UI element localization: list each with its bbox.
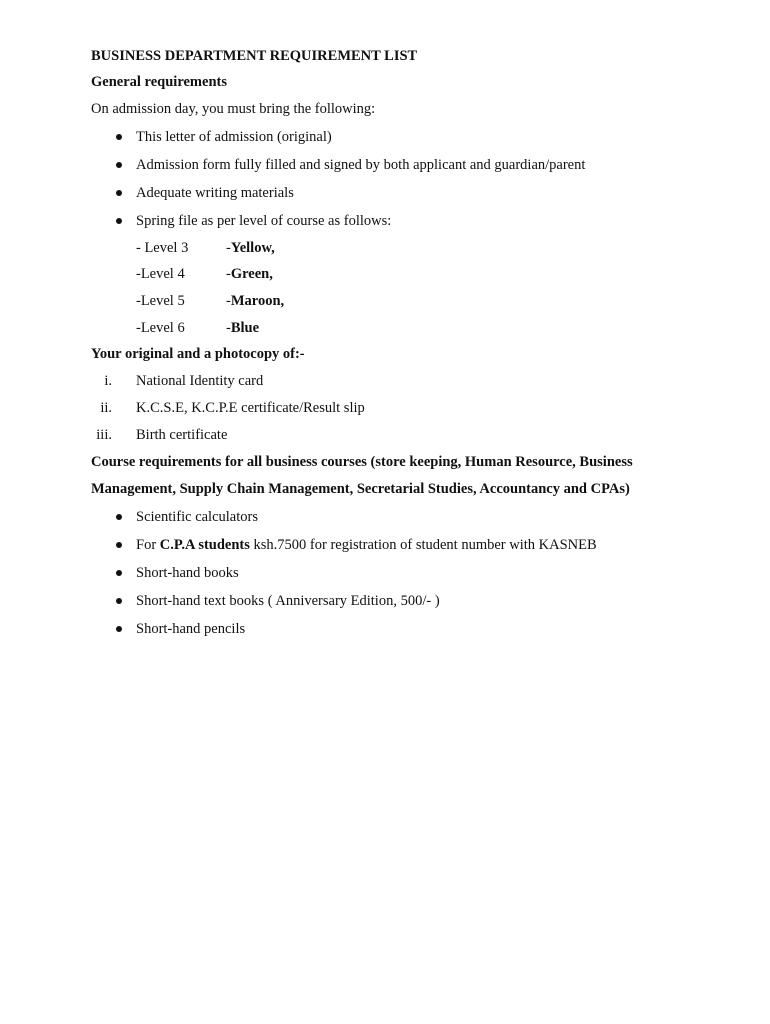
bullet-icon bbox=[116, 134, 122, 140]
bullet-icon bbox=[116, 570, 122, 576]
level-color: -Yellow, bbox=[226, 240, 275, 256]
general-requirements-heading: General requirements bbox=[91, 74, 227, 90]
course-item-cpa: For C.P.A students ksh.7500 for registration of student number with KASNEB bbox=[136, 537, 597, 553]
bullet-icon bbox=[116, 218, 122, 224]
course-item: Short-hand books bbox=[136, 565, 239, 581]
level-color: -Green, bbox=[226, 266, 273, 282]
course-item: Scientific calculators bbox=[136, 509, 258, 525]
bullet-icon bbox=[116, 514, 122, 520]
bullet-icon bbox=[116, 162, 122, 168]
bullet-icon bbox=[116, 542, 122, 548]
document-item: Birth certificate bbox=[136, 427, 228, 443]
course-requirements-heading-continued: Management, Supply Chain Management, Secretarial Studies, Accountancy and CPAs) bbox=[91, 481, 630, 497]
level-label: - Level 3 bbox=[136, 240, 189, 256]
course-item: Short-hand pencils bbox=[136, 621, 246, 637]
general-item: Admission form fully filled and signed by both applicant and guardian/parent bbox=[136, 157, 586, 173]
document-title: BUSINESS DEPARTMENT REQUIREMENT LIST bbox=[91, 48, 418, 64]
intro-text: On admission day, you must bring the following: bbox=[91, 101, 376, 117]
course-item: Short-hand text books ( Anniversary Edition, 500/- ) bbox=[136, 593, 440, 609]
level-label: -Level 5 bbox=[136, 293, 185, 309]
list-numeral: ii. bbox=[100, 400, 112, 416]
level-label: -Level 6 bbox=[136, 320, 185, 336]
level-color: -Blue bbox=[226, 320, 260, 336]
course-requirements-heading: Course requirements for all business courses (store keeping, Human Resource, Business bbox=[91, 454, 633, 470]
photocopy-heading: Your original and a photocopy of:- bbox=[91, 346, 305, 362]
bullet-icon bbox=[116, 190, 122, 196]
list-numeral: i. bbox=[104, 373, 112, 389]
general-item: Adequate writing materials bbox=[136, 185, 294, 201]
document-item: K.C.S.E, K.C.P.E certificate/Result slip bbox=[136, 400, 365, 416]
bullet-icon bbox=[116, 598, 122, 604]
level-color: -Maroon, bbox=[226, 293, 285, 309]
general-item: This letter of admission (original) bbox=[136, 129, 332, 145]
list-numeral: iii. bbox=[96, 427, 112, 443]
document-item: National Identity card bbox=[136, 373, 264, 389]
general-item: Spring file as per level of course as follows: bbox=[136, 213, 392, 229]
level-label: -Level 4 bbox=[136, 266, 185, 282]
bullet-icon bbox=[116, 626, 122, 632]
